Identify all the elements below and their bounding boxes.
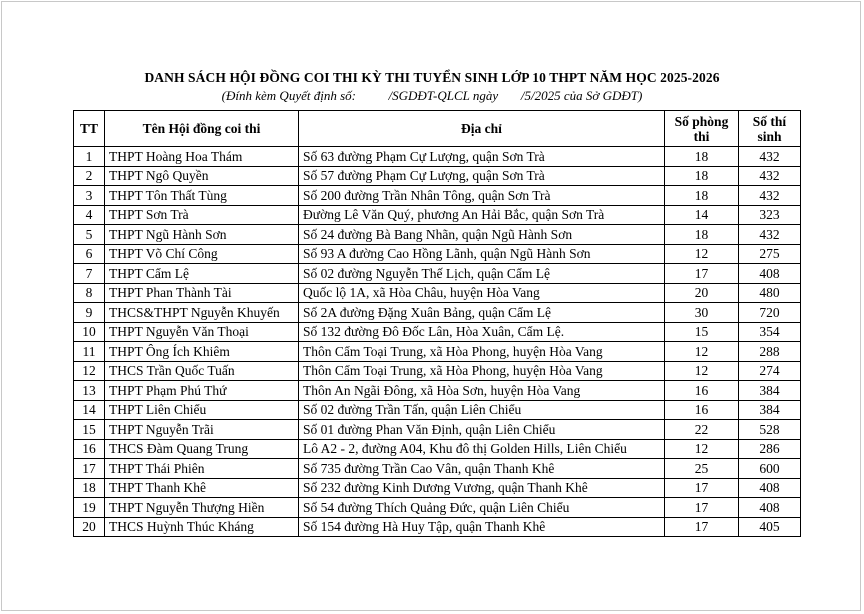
row-candidates: 600 <box>739 459 801 479</box>
row-candidates: 288 <box>739 342 801 362</box>
row-candidates: 384 <box>739 400 801 420</box>
table-row <box>74 283 801 303</box>
row-address: Số 2A đường Đặng Xuân Bảng, quận Cẩm Lệ <box>299 303 665 323</box>
row-tt: 19 <box>74 498 105 518</box>
table-row <box>74 342 801 362</box>
row-rooms: 15 <box>665 322 739 342</box>
row-council-name: THPT Thanh Khê <box>105 478 299 498</box>
row-rooms: 14 <box>665 205 739 225</box>
row-tt: 11 <box>74 342 105 362</box>
row-address: Số 93 A đường Cao Hồng Lãnh, quận Ngũ Hành Sơn <box>299 244 665 264</box>
row-address: Thôn Cẩm Toại Trung, xã Hòa Phong, huyện Hòa Vang <box>299 342 665 362</box>
row-candidates: 354 <box>739 322 801 342</box>
table-row <box>74 186 801 206</box>
header-tt: TT <box>74 111 105 147</box>
row-address: Số 735 đường Trần Cao Vân, quận Thanh Khê <box>299 459 665 479</box>
row-rooms: 18 <box>665 166 739 186</box>
row-council-name: THPT Hoàng Hoa Thám <box>105 147 299 167</box>
table-row <box>74 166 801 186</box>
row-candidates: 408 <box>739 478 801 498</box>
row-candidates: 408 <box>739 264 801 284</box>
row-address: Quốc lộ 1A, xã Hòa Châu, huyện Hòa Vang <box>299 283 665 303</box>
table-row <box>74 264 801 284</box>
row-address: Số 132 đường Đô Đốc Lân, Hòa Xuân, Cẩm Lệ. <box>299 322 665 342</box>
row-council-name: THPT Võ Chí Công <box>105 244 299 264</box>
row-address: Đường Lê Văn Quý, phương An Hải Bắc, quận Sơn Trà <box>299 205 665 225</box>
row-rooms: 12 <box>665 361 739 381</box>
row-rooms: 22 <box>665 420 739 440</box>
table-row <box>74 147 801 167</box>
row-address: Số 232 đường Kinh Dương Vương, quận Thanh Khê <box>299 478 665 498</box>
row-candidates: 275 <box>739 244 801 264</box>
row-council-name: THPT Ngũ Hành Sơn <box>105 225 299 245</box>
row-candidates: 384 <box>739 381 801 401</box>
row-candidates: 720 <box>739 303 801 323</box>
document-title: DANH SÁCH HỘI ĐỒNG COI THI KỲ THI TUYỂN SINH LỚP 10 THPT NĂM HỌC 2025-2026 <box>144 70 720 85</box>
row-address: Số 54 đường Thích Quảng Đức, quận Liên Chiểu <box>299 498 665 518</box>
table-row <box>74 303 801 323</box>
table-row <box>74 478 801 498</box>
row-address: Số 24 đường Bà Bang Nhãn, quận Ngũ Hành Sơn <box>299 225 665 245</box>
row-council-name: THPT Liên Chiểu <box>105 400 299 420</box>
row-council-name: THPT Nguyễn Thượng Hiền <box>105 498 299 518</box>
row-council-name: THCS&THPT Nguyễn Khuyến <box>105 303 299 323</box>
row-address: Số 154 đường Hà Huy Tập, quận Thanh Khê <box>299 517 665 537</box>
row-tt: 20 <box>74 517 105 537</box>
table-row <box>74 205 801 225</box>
row-rooms: 18 <box>665 225 739 245</box>
table-row <box>74 439 801 459</box>
header-address: Địa chỉ <box>299 111 665 147</box>
table-body <box>74 147 801 537</box>
row-tt: 6 <box>74 244 105 264</box>
row-council-name: THPT Nguyễn Văn Thoại <box>105 322 299 342</box>
row-tt: 3 <box>74 186 105 206</box>
row-address: Thôn An Ngãi Đông, xã Hòa Sơn, huyện Hòa Vang <box>299 381 665 401</box>
row-tt: 18 <box>74 478 105 498</box>
row-candidates: 432 <box>739 166 801 186</box>
row-tt: 8 <box>74 283 105 303</box>
row-tt: 4 <box>74 205 105 225</box>
row-tt: 2 <box>74 166 105 186</box>
row-rooms: 12 <box>665 244 739 264</box>
row-council-name: THCS Huỳnh Thúc Kháng <box>105 517 299 537</box>
row-address: Lô A2 - 2, đường A04, Khu đô thị Golden Hills, Liên Chiểu <box>299 439 665 459</box>
row-tt: 5 <box>74 225 105 245</box>
table-row <box>74 361 801 381</box>
row-rooms: 17 <box>665 498 739 518</box>
table-row <box>74 225 801 245</box>
row-rooms: 12 <box>665 342 739 362</box>
row-rooms: 16 <box>665 400 739 420</box>
row-candidates: 480 <box>739 283 801 303</box>
row-rooms: 20 <box>665 283 739 303</box>
header-rooms: Số phòng thi <box>665 111 739 147</box>
row-tt: 10 <box>74 322 105 342</box>
row-candidates: 432 <box>739 147 801 167</box>
row-rooms: 17 <box>665 264 739 284</box>
document-subtitle: (Đính kèm Quyết định số: /SGDĐT-QLCL ngày /5/2025 của Sở GDĐT) <box>221 88 643 103</box>
row-candidates: 408 <box>739 498 801 518</box>
row-tt: 17 <box>74 459 105 479</box>
row-rooms: 25 <box>665 459 739 479</box>
row-rooms: 18 <box>665 186 739 206</box>
row-candidates: 323 <box>739 205 801 225</box>
row-tt: 15 <box>74 420 105 440</box>
table-header-row <box>74 111 801 147</box>
row-candidates: 432 <box>739 225 801 245</box>
row-address: Số 02 đường Nguyễn Thế Lịch, quận Cẩm Lệ <box>299 264 665 284</box>
row-address: Số 01 đường Phan Văn Định, quận Liên Chiểu <box>299 420 665 440</box>
row-address: Số 63 đường Phạm Cự Lượng, quận Sơn Trà <box>299 147 665 167</box>
row-rooms: 30 <box>665 303 739 323</box>
table-row <box>74 381 801 401</box>
row-rooms: 17 <box>665 478 739 498</box>
table-row <box>74 420 801 440</box>
row-tt: 9 <box>74 303 105 323</box>
row-address: Số 02 đường Trần Tấn, quận Liên Chiểu <box>299 400 665 420</box>
row-council-name: THPT Sơn Trà <box>105 205 299 225</box>
row-council-name: THPT Phạm Phú Thứ <box>105 381 299 401</box>
row-council-name: THCS Trần Quốc Tuấn <box>105 361 299 381</box>
row-candidates: 432 <box>739 186 801 206</box>
row-candidates: 286 <box>739 439 801 459</box>
row-address: Số 200 đường Trần Nhân Tông, quận Sơn Trà <box>299 186 665 206</box>
row-address: Số 57 đường Phạm Cự Lượng, quận Sơn Trà <box>299 166 665 186</box>
row-rooms: 18 <box>665 147 739 167</box>
table-row <box>74 459 801 479</box>
row-council-name: THPT Cẩm Lệ <box>105 264 299 284</box>
table-row <box>74 498 801 518</box>
row-candidates: 405 <box>739 517 801 537</box>
row-tt: 16 <box>74 439 105 459</box>
exam-council-table <box>73 110 801 537</box>
row-address: Thôn Cẩm Toại Trung, xã Hòa Phong, huyện Hòa Vang <box>299 361 665 381</box>
row-rooms: 17 <box>665 517 739 537</box>
header-candidates: Số thí sinh <box>739 111 801 147</box>
row-tt: 14 <box>74 400 105 420</box>
table-row <box>74 322 801 342</box>
row-candidates: 528 <box>739 420 801 440</box>
row-rooms: 12 <box>665 439 739 459</box>
header-council-name: Tên Hội đồng coi thi <box>105 111 299 147</box>
row-tt: 12 <box>74 361 105 381</box>
row-council-name: THPT Phan Thành Tài <box>105 283 299 303</box>
row-rooms: 16 <box>665 381 739 401</box>
row-tt: 13 <box>74 381 105 401</box>
table-row <box>74 244 801 264</box>
row-council-name: THPT Ông Ích Khiêm <box>105 342 299 362</box>
table-row <box>74 400 801 420</box>
row-council-name: THPT Ngô Quyền <box>105 166 299 186</box>
table-row <box>74 517 801 537</box>
row-tt: 1 <box>74 147 105 167</box>
row-council-name: THPT Nguyễn Trãi <box>105 420 299 440</box>
row-candidates: 274 <box>739 361 801 381</box>
row-tt: 7 <box>74 264 105 284</box>
row-council-name: THCS Đàm Quang Trung <box>105 439 299 459</box>
row-council-name: THPT Tôn Thất Tùng <box>105 186 299 206</box>
row-council-name: THPT Thái Phiên <box>105 459 299 479</box>
